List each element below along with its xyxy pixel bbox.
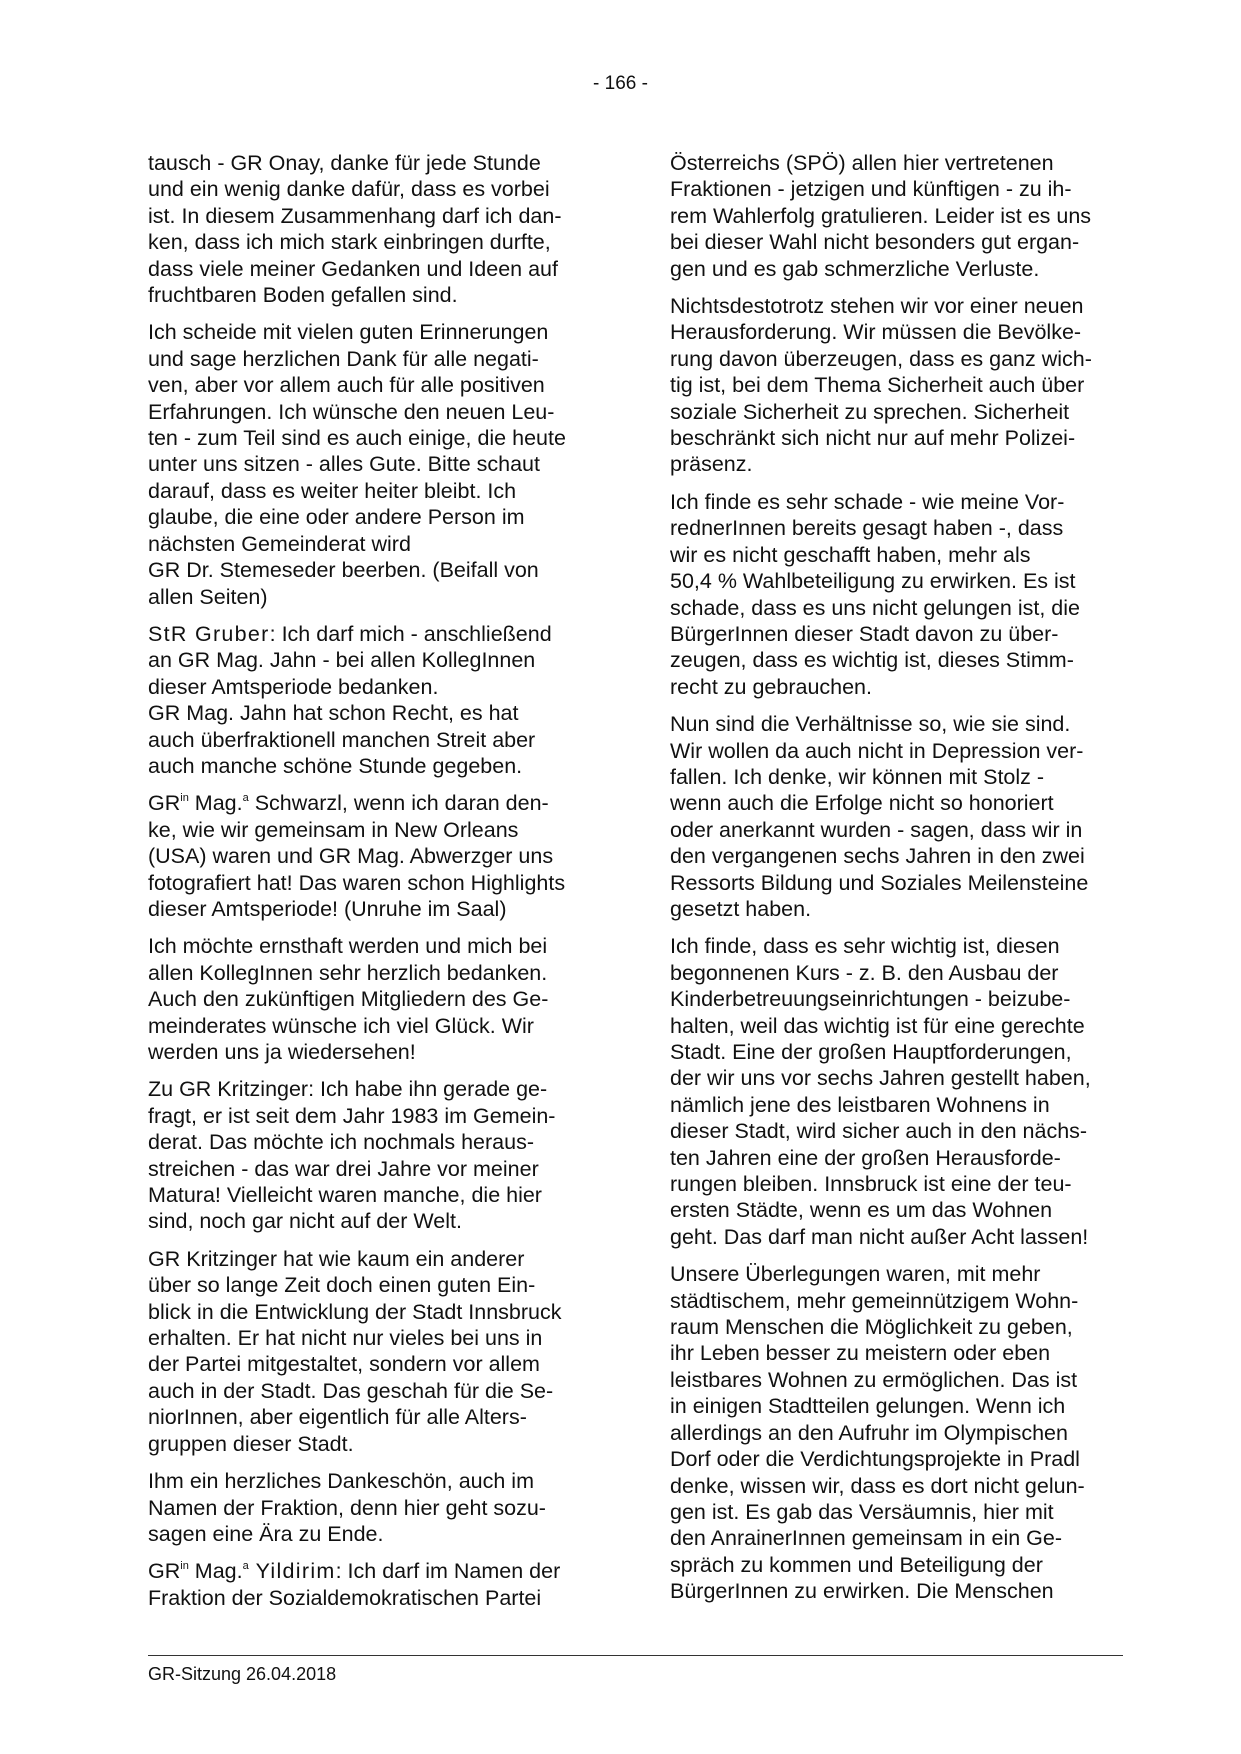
paragraph-text: Schwarzl, wenn ich daran den- — [248, 791, 549, 816]
paragraph: Ich möchte ernsthaft werden und mich bei allen KollegInnen sehr herzlich bedanken. Auch den zukünftigen Mitgliedern des Ge- meinderates wünsche ich viel Glück. Wir werden uns ja wiedersehen! — [148, 934, 549, 1064]
paragraph: Zu GR Kritzinger: Ich habe ihn gerade ge- fragt, er ist seit dem Jahr 1983 im Gemein- derat. Das möchte ich nochmals heraus- streichen - das war drei Jahre vor meiner Matura! Vielleicht waren manche, die hier sind, noch gar nicht auf der Welt. — [148, 1077, 556, 1234]
speaker-name: Yildirim — [248, 1559, 336, 1584]
paragraph: Nichtsdestotrotz stehen wir vor einer neuen Herausforderung. Wir müssen die Bevölke- rung davon überzeugen, dass es ganz wich- tig ist, bei dem Thema Sicherheit auch über soziale Sicherheit zu sprechen. Sicherheit beschränkt sich nicht nur auf mehr Polizei- präsenz. — [670, 294, 1092, 477]
paragraph: Ich finde es sehr schade - wie meine Vor- rednerInnen bereits gesagt haben -, dass wir es nicht geschafft haben, mehr als 50,4 % Wahlbeteiligung zu erwirken. Es ist schade, dass es uns nicht gelungen ist, die BürgerInnen dieser Stadt davon zu über- zeugen, dass es wichtig ist, dieses Stimm- recht zu gebrauchen. — [670, 489, 1080, 699]
right-column — [670, 150, 1120, 1616]
footer-text: GR-Sitzung 26.04.2018 — [148, 1664, 337, 1684]
speaker-paragraph — [148, 790, 598, 922]
paragraph: Ihm ein herzliches Dankeschön, auch im Namen der Fraktion, denn hier geht sozu- sagen eine Ära zu Ende. — [148, 1469, 546, 1546]
paragraph: Nun sind die Verhältnisse so, wie sie sind. Wir wollen da auch nicht in Depression ver- fallen. Ich denke, wir können mit Stolz - wenn auch die Erfolge nicht so honoriert oder anerkannt wurden - sagen, dass wir in den vergangenen sechs Jahren in den zwei Ressorts Bildung und Soziales Meilensteine gesetzt haben. — [670, 712, 1089, 921]
speaker-title: $GR^{in}$ Mag.$^a$ — [148, 1559, 249, 1584]
paragraph: Ich scheide mit vielen guten Erinnerungen und sage herzlichen Dank für alle negati- ven, aber vor allem auch für alle positiven Erfahrungen. Ich wünsche den neuen Leu- ten - zum Teil sind es auch einige, die heute unter uns sitzen - alles Gute. Bitte schaut darauf, dass es weiter heiter bleibt. Ich glaube, die eine oder andere Person im nächsten Gemeinderat wird GR Dr. Stemeseder beerben. (Beifall von allen Seiten) — [148, 320, 566, 609]
paragraph: GR Kritzinger hat wie kaum ein anderer über so lange Zeit doch einen guten Ein- blick in die Entwicklung der Stadt Innsbruck erhalten. Er hat nicht nur vieles bei uns in der Partei mitgestaltet, sondern vor allem auch in der Stadt. Das geschah für die Se- niorInnen, aber eigentlich für alle Alters- gruppen dieser Stadt. — [148, 1246, 562, 1456]
speaker-title: $GR^{in}$ Mag.$^a$ — [148, 791, 249, 816]
page-number: - 166 - — [593, 73, 648, 94]
paragraph-text: : Ich darf mich - anschließend an GR Mag. Jahn - bei allen KollegInnen dieser Amtsperiode bedanken. GR Mag. Jahn hat schon Recht, es hat auch überfraktionell manchen Streit aber auch manche schöne Stunde gegeben. — [148, 621, 552, 778]
speaker-name: StR Gruber — [148, 621, 270, 646]
speaker-paragraph — [148, 621, 598, 779]
left-column — [148, 150, 598, 1622]
paragraph-text: Fraktion der Sozialdemokratischen Partei — [148, 1585, 542, 1610]
paragraph: Ich finde, dass es sehr wichtig ist, diesen begonnenen Kurs - z. B. den Ausbau der Kinderbetreuungseinrichtungen - beizube- halten, weil das wichtig ist für eine gerechte Stadt. Eine der großen Hauptforderungen, der wir uns vor sechs Jahren gestellt haben, nämlich jene des leistbaren Wohnens in dieser Stadt, wird sicher auch in den nächs- ten Jahren eine der großen Herausforde- rungen bleiben. Innsbruck ist eine der teu- ersten Städte, wenn es um das Wohnen geht. Das darf man nicht außer Acht lassen! — [670, 934, 1091, 1249]
speaker-paragraph — [148, 1558, 598, 1611]
paragraph: Unsere Überlegungen waren, mit mehr städtischem, mehr gemeinnützigem Wohn- raum Menschen die Möglichkeit zu geben, ihr Leben besser zu meistern oder eben leistbares Wohnen zu ermöglichen. Das ist in einigen Stadtteilen gelungen. Wenn ich allerdings an den Aufruhr im Olympischen Dorf oder die Verdichtungsprojekte in Pradl denke, wissen wir, dass es dort nicht gelun- gen ist. Es gab das Versäumnis, hier mit den AnrainerInnen gemeinsam in ein Ge- spräch zu kommen und Beteiligung der BürgerInnen zu erwirken. Die Menschen — [670, 1262, 1085, 1604]
paragraph: Österreichs (SPÖ) allen hier vertretenen Fraktionen - jetzigen und künftigen - zu ih- rem Wahlerfolg gratulieren. Leider ist es uns bei dieser Wahl nicht besonders gut ergan- gen und es gab schmerzliche Verluste. — [670, 151, 1092, 281]
paragraph-text: ke, wie wir gemeinsam in New Orleans (USA) waren und GR Mag. Abwerzger uns fotografiert hat! Das waren schon Highlights dieser Amtsperiode! (Unruhe im Saal) — [148, 817, 566, 921]
paragraph-text: : Ich darf im Namen der — [335, 1559, 561, 1584]
paragraph: tausch - GR Onay, danke für jede Stunde und ein wenig danke dafür, dass es vorbei ist. In diesem Zusammenhang darf ich dan- ken, dass ich mich stark einbringen durfte, dass viele meiner Gedanken und Ideen auf fruchtbaren Boden gefallen sind. — [148, 151, 562, 308]
footer-divider — [148, 1655, 1123, 1656]
